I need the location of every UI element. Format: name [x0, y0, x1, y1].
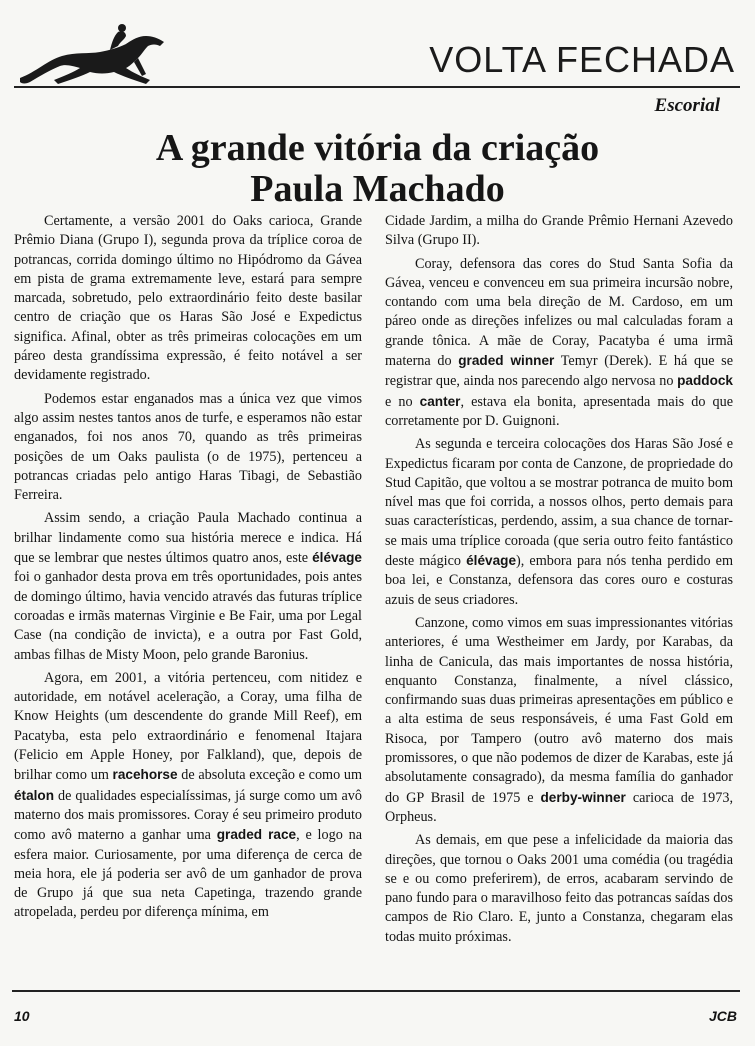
paragraph-text: , e logo na esfera maior. Curiosamente, por uma diferença de cerca de meia hora, ele já poderia ser avô de um ganhador de prova de Grupo já que sua neta Capetinga, trazendo grande atropelada, perdeu por diferença mínima, em	[14, 827, 362, 921]
header-divider	[14, 86, 740, 88]
article-headline	[20, 128, 735, 210]
emphasis-term: paddock	[677, 373, 733, 389]
emphasis-term: élévage	[312, 550, 362, 566]
paragraph-text: carioca de 1973, Orpheus.	[385, 789, 733, 825]
paragraph-text: Assim sendo, a criação Paula Machado continua a brilhar lindamente como sua história merece e indica. Há que se lembrar que nestes últimos quatro anos, este	[14, 510, 362, 567]
header	[0, 0, 755, 125]
article-paragraph: As demais, em que pese a infelicidade da maioria das direções, que tornou o Oaks 2001 uma comédia (ou tragédia se e ou como preferirem), de erros, acabaram servindo de pano fundo para o maravilhoso feito das potrancas saídas dos campos de Rio Claro. E, junto a Constanza, chegaram elas todas muito próximas.	[385, 832, 733, 945]
article-paragraph: Cidade Jardim, a milha do Grande Prêmio Hernani Azevedo Silva (Grupo II).	[385, 213, 733, 249]
article-paragraph: Podemos estar enganados mas a única vez que vimos algo assim nestes tantos anos de turfe, e esperamos não estar enganados, foi nos anos 70, quando as três primeiras posições de um Oaks paulista (o de 1975), pertenceu a potrancas criadas pelo antigo Haras Tibagi, de Sebastião Ferreira.	[14, 390, 362, 504]
emphasis-term: graded winner	[458, 353, 555, 369]
emphasis-term: racehorse	[112, 767, 178, 783]
paragraph-text: de absoluta exceção e como um	[177, 767, 362, 784]
footer-divider	[12, 990, 740, 992]
footer-brand: JCB	[708, 1008, 737, 1024]
headline-line-1: A grande vitória da criação	[155, 127, 600, 169]
article-paragraph: Certamente, a versão 2001 do Oaks carioca, Grande Prêmio Diana (Grupo I), segunda prova da tríplice coroa de potrancas, corrida domingo último no Hipódromo da Gávea em pista de grama extremamente leve, estará para sempre marcada, sobretudo, pelo extraordinário feito deste basilar centro de criação que os Haras São José e Expedictus significa. Afinal, obter as três primeiras colocações em um páreo desta grandíssima expressão, é feito notável a ser devidamente registrado.	[14, 213, 362, 384]
article-paragraph	[385, 255, 733, 432]
emphasis-term: derby-winner	[540, 789, 626, 805]
article-column-left	[14, 212, 362, 982]
paragraph-text: Agora, em 2001, a vitória pertenceu, com nitidez e autoridade, em notável aceleração, a Coray, uma filha de Know Heights (um descendente do grande Mill Reef), em Pacatyba, esta pelo extraordinário e fenomenal Itajara (Felicio em Apple Honey, por Falkland), que, depois de brilhar como um	[14, 669, 362, 784]
section-subtitle: Escorial	[654, 95, 720, 116]
emphasis-term: canter	[419, 393, 461, 409]
paragraph-text: Temyr (Derek). E há que se registrar que, ainda nos parecendo algo nervosa no	[385, 353, 733, 390]
paragraph-text: de qualidades especialíssimas, já surge como um avô materno dos mais promissores. Coray é seu primeiro produto como avô materno a ganhar uma	[14, 787, 362, 844]
paragraph-text: , estava ela bonita, apresentada mais do que corretamente por D. Guignoni.	[385, 393, 733, 429]
section-title: VOLTA FECHADA	[429, 39, 735, 80]
article-paragraph	[385, 435, 733, 610]
paragraph-text: e no	[385, 393, 420, 410]
paragraph-text: ), embora para nós tenha perdido em boa lei, e Constanza, defensora das cores ouro e costuras azuis de seus criadores.	[385, 553, 733, 608]
article-paragraph	[14, 509, 362, 664]
paragraph-text: Canzone, como vimos em suas impressionantes vitórias anteriores, é uma Westheimer em Jardy, por Karabas, da linha de Canicula, das mais importantes de nossa história, enquanto Constanza, finalmente, a nível clássico, confirmando suas duas primeiras apresentações em público e a alta estima de seus responsáveis, é uma Fast Gold em Risoca, por Tampero (outro avô materno dos mais promissores, o que não podemos de dizer de Karabas, este já absolutamente consagrado), da mesma família do ganhador do GP Brasil de 1975 e	[385, 614, 733, 806]
emphasis-term: élévage	[466, 553, 517, 569]
article-column-right	[385, 212, 733, 982]
racehorse-jockey-icon	[14, 22, 169, 90]
article-paragraph	[14, 669, 362, 923]
paragraph-text: Coray, defensora das cores do Stud Santa Sofia da Gávea, venceu e convenceu em sua primeira incursão nobre, contando com uma bela direção de M. Cardoso, em um páreo onde as direções infelizes ou mal calculadas foram a grande tônica. A mãe de Coray, Pacatyba é uma irmã materna do	[385, 255, 733, 370]
paragraph-text: foi o ganhador desta prova em três oportunidades, pois antes de domingo último, havia vencido através das futuras tríplice coroadas e irmãs maternas Virginie e Be Fair, uma por Legal Case (na condição de invicta), e a outra por Fast Gold, ambas filhas de Misty Moon, pelo grande Baronius.	[14, 569, 362, 663]
headline-line-2: Paula Machado	[250, 168, 505, 210]
article-paragraph	[385, 614, 733, 827]
emphasis-term: étalon	[14, 787, 55, 803]
paragraph-text: As segunda e terceira colocações dos Haras São José e Expedictus ficaram por conta de Canzone, de propriedade do Stud Capitão, que voltou a se mostrar potranca de muito bom nível mas que foi corrida, a nossos olhos, perto demais para suas características, perdendo, assim, a sua chance de tornar-se mais uma tríplice coroada (que seria outro feito fantástico deste mágico	[385, 436, 733, 570]
emphasis-term: graded race	[216, 827, 297, 843]
page-number: 10	[14, 1008, 30, 1024]
